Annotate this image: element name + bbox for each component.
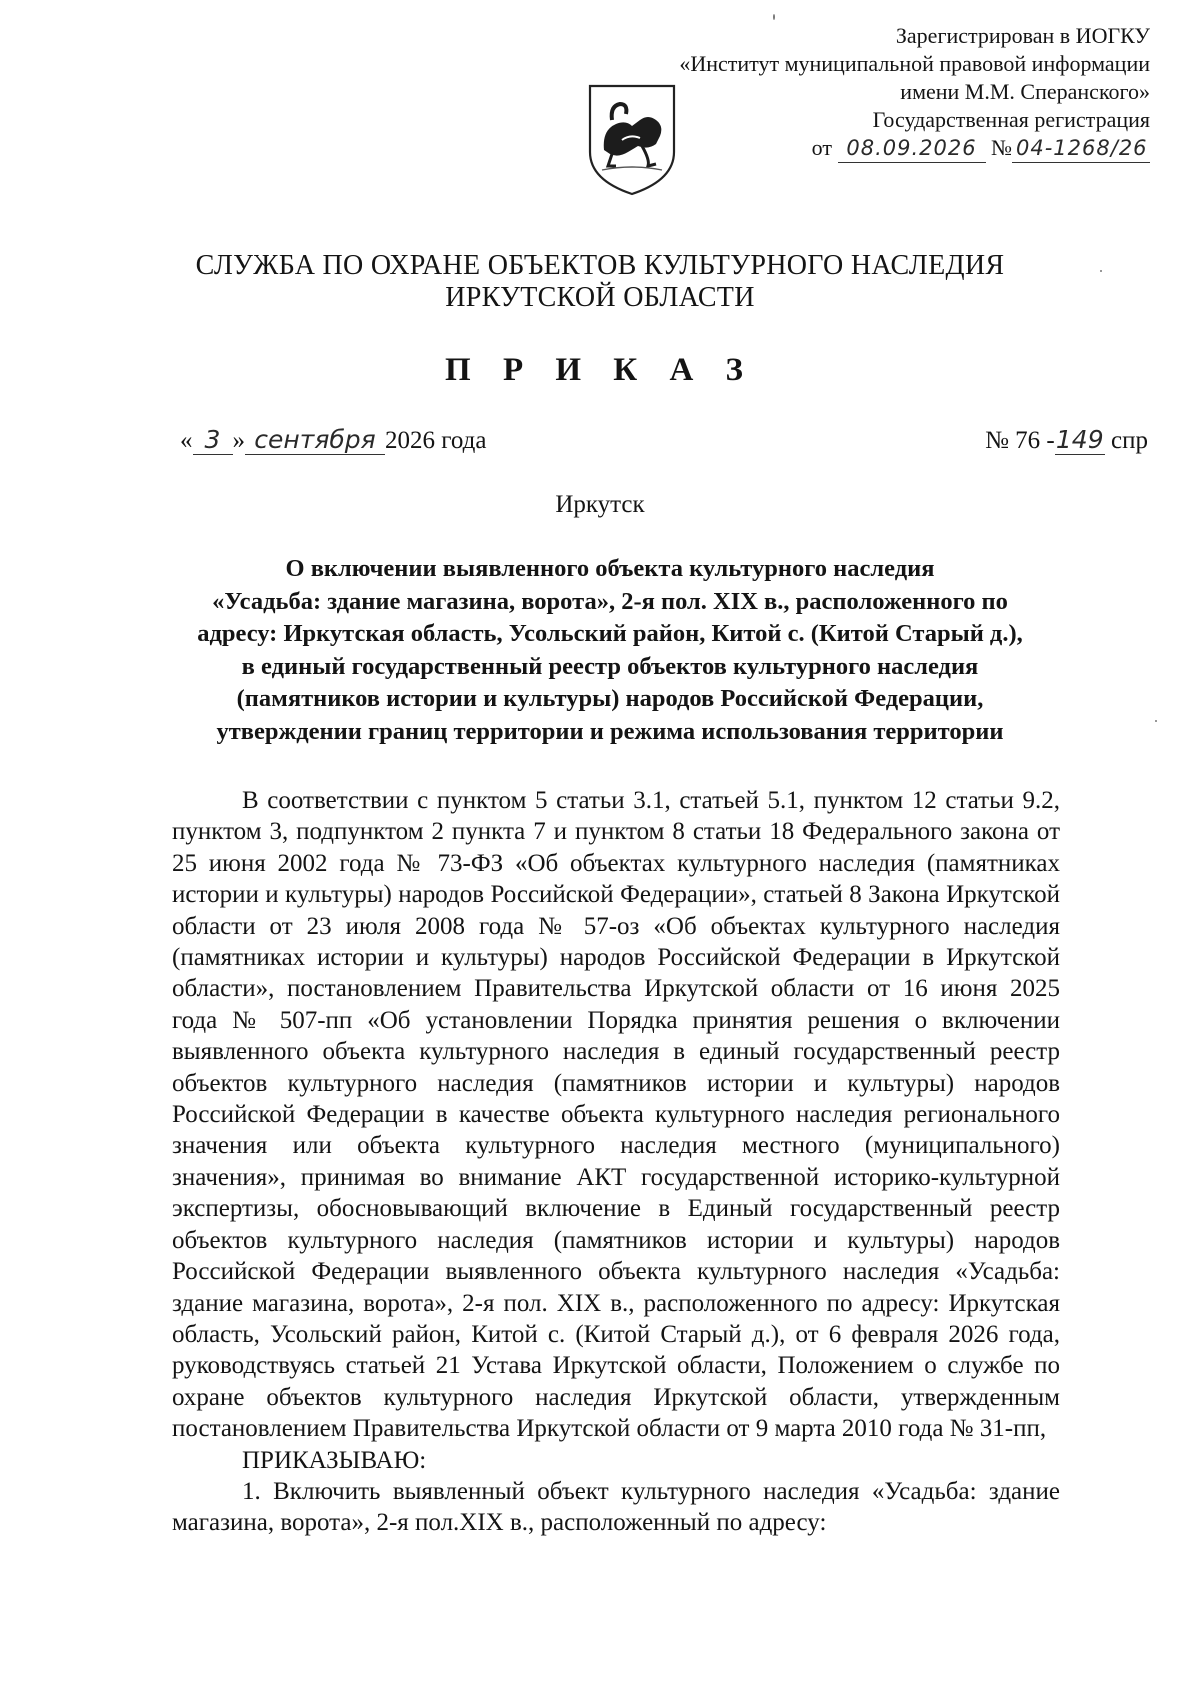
order-item-1: 1. Включить выявленный объект культурного наследия «Усадьба: здание магазина, ворота», 2-я пол.XIX в., расположенный по адресу: [172,1477,1060,1537]
registration-from-label: от [811,135,832,160]
date-year: 2026 года [385,427,487,454]
subject-line-2: «Усадьба: здание магазина, ворота», 2-я пол. XIX в., расположенного по [212,587,1008,615]
subject-line-6: утверждении границ территории и режима использования территории [216,717,1004,745]
registration-line-1: Зарегистрирован в ИОГКУ [895,23,1150,48]
order-subject [155,553,1065,748]
order-date [180,425,486,455]
date-open-quote: « [180,427,193,454]
order-number-suffix: спр [1111,427,1148,454]
order-number-handwritten: 149 [1055,425,1104,454]
subject-line-3: адресу: Иркутская область, Усольский район, Китой с. (Китой Старый д.), [197,620,1023,647]
scan-speck [1155,720,1157,722]
registration-date-handwritten: 08.09.2026 [838,134,986,163]
date-day-handwritten: 3 [193,425,233,455]
subject-line-1: О включении выявленного объекта культурного наследия [285,555,935,582]
scan-speck [1100,270,1102,272]
preamble-paragraph: В соответствии с пунктом 5 статьи 3.1, статьей 5.1, пунктом 12 статьи 9.2, пунктом 3, подпунктом 2 пункта 7 и пунктом 8 статьи 18 Федерального закона от 25 июня 2002 года № 73-ФЗ «Об объектах культурного наследия (памятниках истории и культуры) народов Российской Федерации», статьей 8 Закона Иркутской области от 23 июля 2008 года № 57-оз «Об объектах культурного наследия (памятниках истории и культуры) народов Российской Федерации в Иркутской области», постановлением Правительства Иркутской области от 16 июня 2025 года № 507-пп «Об установлении Порядка принятия решения о включении выявленного объекта культурного наследия в единый государственный реестр объектов культурного наследия (памятников истории и культуры) народов Российской Федерации в качестве объекта культурного наследия регионального значения или объекта культурного наследия местного (муниципального) значения», принимая во внимание АКТ государственной историко-культурной экспертизы, обосновывающий включение в Единый государственный реестр объектов культурного наследия (памятников истории и культуры) народов Российской Федерации выявленного объекта культурного наследия «Усадьба: здание магазина, ворота», 2-я пол. XIX в., расположенного по адресу: Иркутская область, Усольский район, Китой с. (Китой Старый д.), от 6 февраля 2026 года, руководствуясь статьей 21 Устава Иркутской области, Положением о службе по охране объектов культурного наследия Иркутской области, утвержденным постановлением Правительства Иркутской области от 9 марта 2010 года № 31-пп, [172,787,1060,1443]
registration-line-2: «Институт муниципальной правовой информации [679,51,1150,76]
registration-line-3: имени М.М. Сперанского» [900,79,1150,104]
order-number [985,425,1148,455]
agency-name-line-1: СЛУЖБА ПО ОХРАНЕ ОБЪЕКТОВ КУЛЬТУРНОГО НАСЛЕДИЯ [195,250,1005,281]
irkutsk-coat-of-arms-icon [582,80,682,198]
registration-number-handwritten: 04-1268/26 [1012,134,1150,163]
agency-name-line-2: ИРКУТСКОЙ ОБЛАСТИ [445,282,755,313]
scan-speck [773,14,775,20]
subject-line-4: в единый государственный реестр объектов культурного наследия [241,652,979,680]
command-heading: ПРИКАЗЫВАЮ: [242,1446,427,1474]
subject-line-5: (памятников истории и культуры) народов Российской Федерации, [236,685,984,712]
date-month-handwritten: сентября [245,425,385,455]
order-number-prefix: № 76 - [985,427,1055,454]
registration-line-4: Государственная регистрация [872,107,1150,132]
order-title: П Р И К А З [445,352,755,388]
registration-number-label: № [991,135,1012,160]
agency-name [0,250,1200,314]
date-close-quote: » [232,427,245,454]
order-body [172,785,1060,1539]
city: Иркутск [555,491,645,518]
